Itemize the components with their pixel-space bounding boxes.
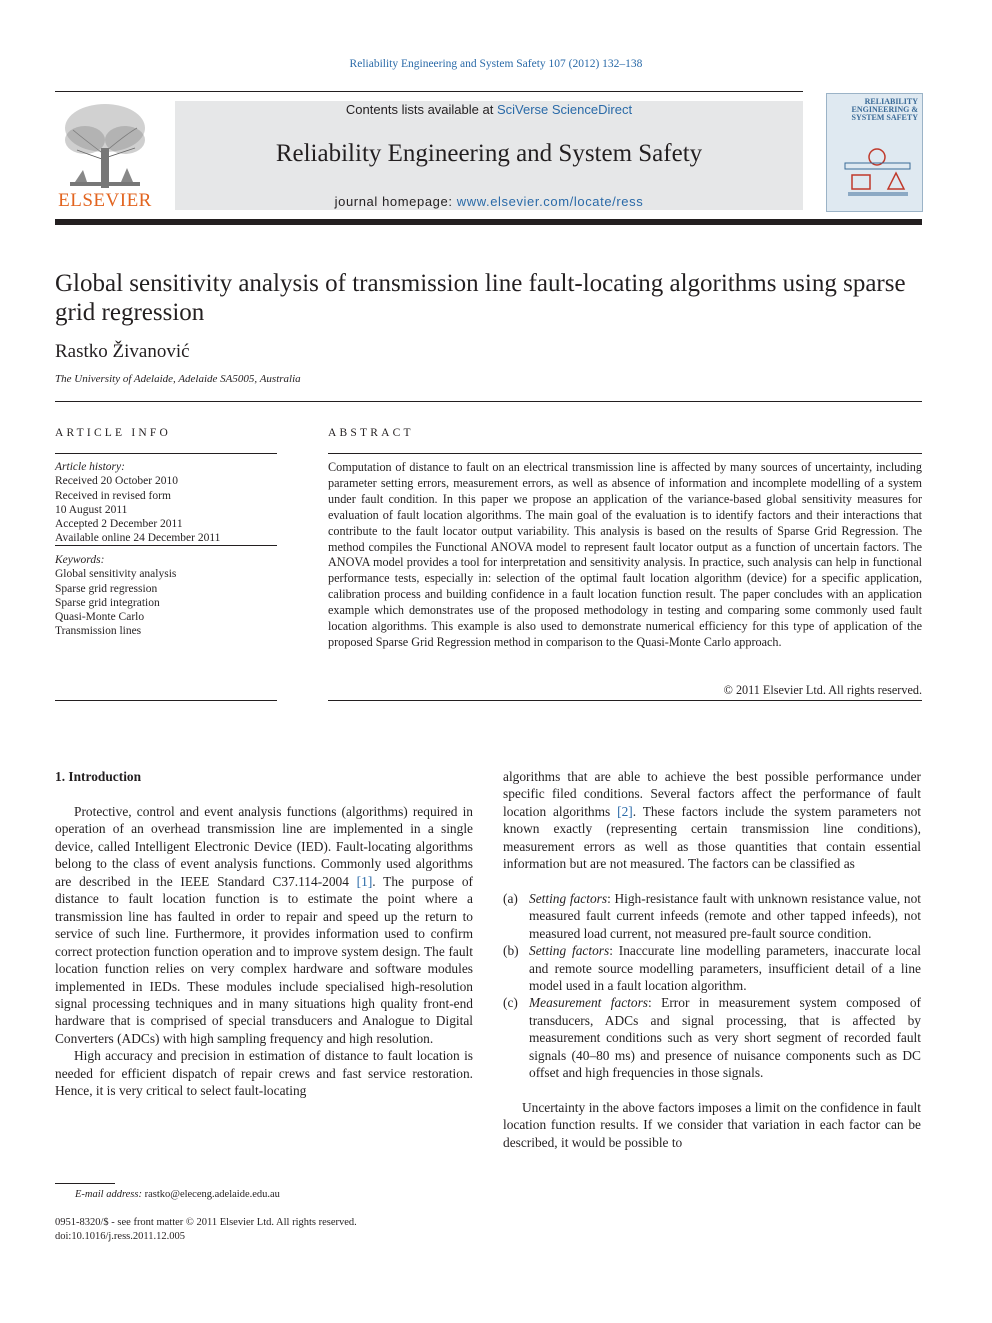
paragraph: Uncertainty in the above factors imposes a limit on the confidence in fault location function results. If we consider that variation in each factor can be described, it would be possible to [503,1099,921,1150]
paragraph: High accuracy and precision in estimation of distance to fault location is needed for efficient dispatch of repair crews and fast service restoration. Hence, it is very critical to select fault-locating [55,1048,473,1099]
history-item: Available online 24 December 2011 [55,532,221,545]
list-term: Setting factors [529,890,608,906]
keyword: Sparse grid integration [55,596,160,609]
keyword: Quasi-Monte Carlo [55,611,145,624]
homepage-line [175,194,803,209]
intro-column-right [503,768,921,1151]
email-label: E-mail address: [75,1189,142,1200]
keywords-rule [55,545,277,546]
footnote-email [75,1189,280,1200]
cover-illustration [840,145,915,200]
homepage-link[interactable]: www.elsevier.com/locate/ress [456,194,644,209]
header-top-rule [55,91,803,92]
list-item [503,994,921,1081]
list-text: : Error in measurement system composed of transducers, ADCs and signal processing, that is affected by measurement conditions such as very short segment of recorded fault signals (40–80 ms) and presence of nuisance components such as DC offset and high frequencies in those signals. [529,995,921,1081]
abstract-rule [328,453,922,454]
elsevier-wordmark: ELSEVIER [58,190,152,211]
sciencedirect-link[interactable]: SciVerse ScienceDirect [496,102,633,117]
keyword: Sparse grid regression [55,582,158,595]
list-text: : Inaccurate line modelling parameters, inaccurate local and remote source modelling parameters, insufficient detail of a line model used in a fault location algorithm. [529,943,921,993]
paragraph [55,803,473,1047]
text-run: . The purpose of distance to fault location function is to estimate the point where a transmission line has faulted in order to repair and speed up the return to service of such line. Furthermore, it provides information used to confirm correct protection function operation and to improve system design. The fault location function relies on very complex hardware and software modules implemented in IEDs. These modules include specialised high-resolution signal processing techniques and in many situations high quality front-end hardware that is comprised of special transducers and Analogue to Digital Converters (ADCs) with high sampling frequency and high resolution. [55,873,473,1046]
contents-line [175,102,803,117]
contents-prefix: Contents lists available at [345,102,497,117]
article-info-rule [55,453,277,454]
article-title: Global sensitivity analysis of transmission line fault-locating algorithms using sparse grid regression [55,270,906,326]
list-term: Measurement factors [529,995,649,1011]
history-item: Accepted 2 December 2011 [55,518,183,531]
list-text: : High-resistance fault with unknown resistance value, not measured fault current infeeds (remote and other tapped infeeds), not measured load current, not measured pre-fault source condition. [529,890,921,941]
reference-link[interactable]: [1] [356,873,373,889]
cover-title: RELIABILITY ENGINEERING & SYSTEM SAFETY [851,97,918,122]
article-info-heading: ARTICLE INFO [55,427,171,439]
text-run: algorithms that are able to achieve the best possible performance under specific filed conditions. Several factors affect the performance of fault location algorithms [503,769,921,819]
footnote-rule [55,1183,115,1184]
article-history [55,460,277,546]
email-link[interactable]: rastko@eleceng.adelaide.edu.au [144,1189,280,1200]
doi-line[interactable]: doi:10.1016/j.ress.2011.12.005 [55,1231,185,1242]
keywords-block [55,553,277,639]
paragraph [503,768,921,873]
abstract-copyright: © 2011 Elsevier Ltd. All rights reserved. [723,683,922,697]
section-heading: 1. Introduction [55,769,142,784]
history-item: 10 August 2011 [55,503,128,516]
abstract-heading: ABSTRACT [328,427,414,439]
reference-link[interactable]: [2] [617,803,633,819]
list-item [503,942,921,994]
journal-title: Reliability Engineering and System Safety [275,140,703,167]
abstract-text: Computation of distance to fault on an electrical transmission line is affected by many sources of uncertainty, including parameter setting errors, measurement errors, as well as absence of information and incomplete modelling of a system under fault condition. In this paper we propose an application of the variance-based global sensitivity measures for evaluation of fault location algorithms. The main goal of the evaluation is to identify factors and their interactions that contribute to the fault locator output variability. This analysis is based on the results of Sparse Grid Regression. The method compiles the Functional ANOVA model to represent fault locator output as a function of uncertain factors. The ANOVA model provides a tool for interpretation and sensitivity analysis. In practice, such analysis can help in functional performance tests, especially in: selection of the optimal fault location algorithm (device) for a specific application, calibration process and building confidence in a fault location function result. The paper concludes with an application example which demonstrates use of the proposed methodology in testing and comparing some commonly used fault location algorithms. This example is also used to demonstrate numerical efficiency for this type of application of the proposed Sparse Grid Regression method in comparison to the Quasi-Monte Carlo approach. [328,460,922,649]
history-item: Received 20 October 2010 [55,475,178,488]
keyword: Global sensitivity analysis [55,568,177,581]
text-run: Protective, control and event analysis functions (algorithms) required in operation of an overhead transmission line are implemented in a single device, called Intelligent Electronic Device (IED). Fault-locating algorithms belong to the class of event analysis functions. Commonly used algorithms are described in the IEEE Standard C37.114-2004 [55,804,473,889]
homepage-prefix: journal homepage: [334,194,457,209]
list-term: Setting factors [529,943,610,959]
list-label: (a) [503,890,518,906]
history-label: Article history: [55,461,125,473]
author-affiliation: The University of Adelaide, Adelaide SA5005, Australia [55,373,301,385]
article-info-bottom-rule [55,700,277,701]
title-separator [55,401,922,402]
list-label: (c) [503,995,518,1011]
intro-column-left [55,803,473,1100]
keywords-label: Keywords: [55,554,105,566]
list-label: (b) [503,943,519,959]
journal-citation: Reliability Engineering and System Safety 107 (2012) 132–138 [349,58,643,70]
author-name: Rastko Živanović [55,341,190,362]
list-item [503,890,921,942]
abstract-bottom-rule [328,700,922,701]
issn-line: 0951-8320/$ - see front matter © 2011 Elsevier Ltd. All rights reserved. [55,1217,357,1228]
header-thick-rule [55,219,922,225]
text-run: . These factors include the system parameters not known exactly (representing certain transmission line conditions), measurement errors as well as those quantities that contain essential information but are not measured. The factors can be classified as [503,803,921,872]
keyword: Transmission lines [55,625,142,638]
history-item: Received in revised form [55,489,171,502]
